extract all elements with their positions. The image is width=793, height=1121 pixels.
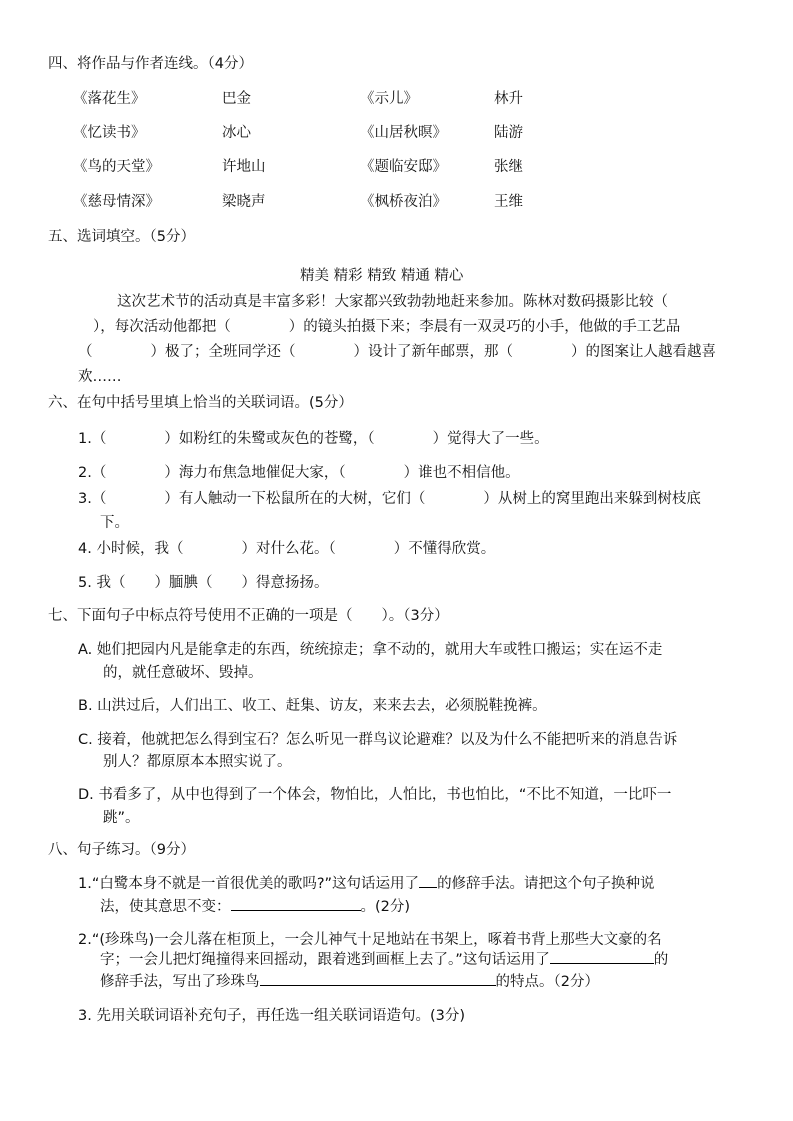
section-6-title: 六、在句中括号里填上恰当的关联词语。(5分） bbox=[48, 395, 353, 411]
author-item: 许地山 bbox=[222, 159, 266, 175]
q2-line-continued bbox=[100, 970, 599, 991]
work-item: 《枫桥夜泊》 bbox=[360, 194, 447, 210]
q3-line: 3. 先用关联词语补充句子，再任选一组关联词语造句。(3分) bbox=[78, 1008, 465, 1024]
q1-text: 。(2分) bbox=[360, 899, 411, 915]
option-c: C. 接着，他就把怎么得到宝石？怎么听见一群鸟议论避难？以及为什么不能把听来的消息告诉 bbox=[78, 732, 678, 748]
work-item: 《题临安邸》 bbox=[360, 159, 447, 175]
author-item: 冰心 bbox=[222, 125, 251, 141]
q2-line: 2.“(珍珠鸟)一会儿落在柜顶上，一会儿神气十足地站在书架上，啄着书背上那些大文豪的名 bbox=[78, 932, 662, 948]
answer-blank[interactable] bbox=[550, 949, 654, 964]
work-item: 《示儿》 bbox=[360, 91, 418, 107]
fill-paragraph-line: 欢…… bbox=[78, 369, 122, 385]
q1-line bbox=[78, 872, 655, 893]
q2-text: 字；一会儿把灯绳撞得来回摇动，跟着逃到画框上去了。”这句话运用了 bbox=[100, 952, 550, 968]
author-item: 梁晓声 bbox=[222, 194, 266, 210]
option-c-continued: 别人？都原原本本照实说了。 bbox=[103, 754, 292, 770]
q2-text: 的 bbox=[653, 952, 669, 968]
q1-text: 1.“白鹭本身不就是一首很优美的歌吗?”这句话运用了 bbox=[78, 876, 420, 892]
question-item: 5. 我（ ）腼腆（ ）得意扬扬。 bbox=[78, 575, 329, 591]
work-item: 《忆读书》 bbox=[73, 125, 146, 141]
question-item: 2.（ ）海力布焦急地催促大家，（ ）谁也不相信他。 bbox=[78, 465, 520, 481]
author-item: 王维 bbox=[494, 194, 523, 210]
author-item: 巴金 bbox=[222, 91, 251, 107]
question-item: 1.（ ）如粉红的朱鹭或灰色的苍鹭，（ ）觉得大了一些。 bbox=[78, 431, 549, 447]
q2-text: 修辞手法，写出了珍珠鸟 bbox=[100, 974, 260, 990]
work-item: 《落花生》 bbox=[73, 91, 146, 107]
answer-blank[interactable] bbox=[419, 873, 437, 888]
option-b: B. 山洪过后，人们出工、收工、赶集、访友，来来去去，必须脱鞋挽裤。 bbox=[78, 698, 547, 714]
section-5-title: 五、选词填空。（5分） bbox=[48, 229, 195, 245]
word-bank: 精美 精彩 精致 精通 精心 bbox=[300, 268, 464, 284]
work-item: 《慈母情深》 bbox=[73, 194, 160, 210]
work-item: 《鸟的天堂》 bbox=[73, 159, 160, 175]
option-d-continued: 跳”。 bbox=[103, 810, 140, 826]
section-7-title: 七、下面句子中标点符号使用不正确的一项是（ ）。（3分） bbox=[48, 608, 449, 624]
section-8-title: 八、句子练习。（9分） bbox=[48, 842, 195, 858]
fill-paragraph-line: （ ）极了；全班同学还（ ）设计了新年邮票，那（ ）的图案让人越看越喜 bbox=[78, 344, 716, 360]
answer-blank[interactable] bbox=[231, 896, 361, 911]
option-a-continued: 的，就任意破坏、毁掉。 bbox=[103, 665, 263, 681]
section-4-title: 四、将作品与作者连线。（4分） bbox=[48, 56, 253, 72]
author-item: 林升 bbox=[494, 91, 523, 107]
question-item: 4. 小时候，我（ ）对什么花。（ ）不懂得欣赏。 bbox=[78, 541, 496, 557]
question-item-continued: 下。 bbox=[100, 515, 129, 531]
author-item: 张继 bbox=[494, 159, 523, 175]
work-item: 《山居秋暝》 bbox=[360, 125, 447, 141]
fill-paragraph-line: 这次艺术节的活动真是丰富多彩！大家都兴致勃勃地赶来参加。陈林对数码摄影比较（ bbox=[117, 294, 668, 310]
author-item: 陆游 bbox=[494, 125, 523, 141]
fill-paragraph-line: ），每次活动他都把（ ）的镜头拍摄下来；李晨有一双灵巧的小手，他做的手工艺品 bbox=[93, 319, 681, 335]
answer-blank[interactable] bbox=[260, 971, 496, 986]
q1-line-continued bbox=[100, 895, 410, 916]
q2-line-continued bbox=[100, 948, 668, 969]
q1-text: 法，使其意思不变： bbox=[100, 899, 231, 915]
question-item: 3.（ ）有人触动一下松鼠所在的大树，它们（ ）从树上的窝里跑出来躲到树枝底 bbox=[78, 491, 701, 507]
option-d: D. 书看多了，从中也得到了一个体会，物怕比，人怕比，书也怕比，“不比不知道，一比吓一 bbox=[78, 787, 672, 803]
q1-text: 的修辞手法。请把这个句子换种说 bbox=[437, 876, 655, 892]
q2-text: 的特点。（2分） bbox=[495, 974, 599, 990]
option-a: A. 她们把园内凡是能拿走的东西，统统掠走；拿不动的，就用大车或牲口搬运；实在运不走 bbox=[78, 642, 663, 658]
